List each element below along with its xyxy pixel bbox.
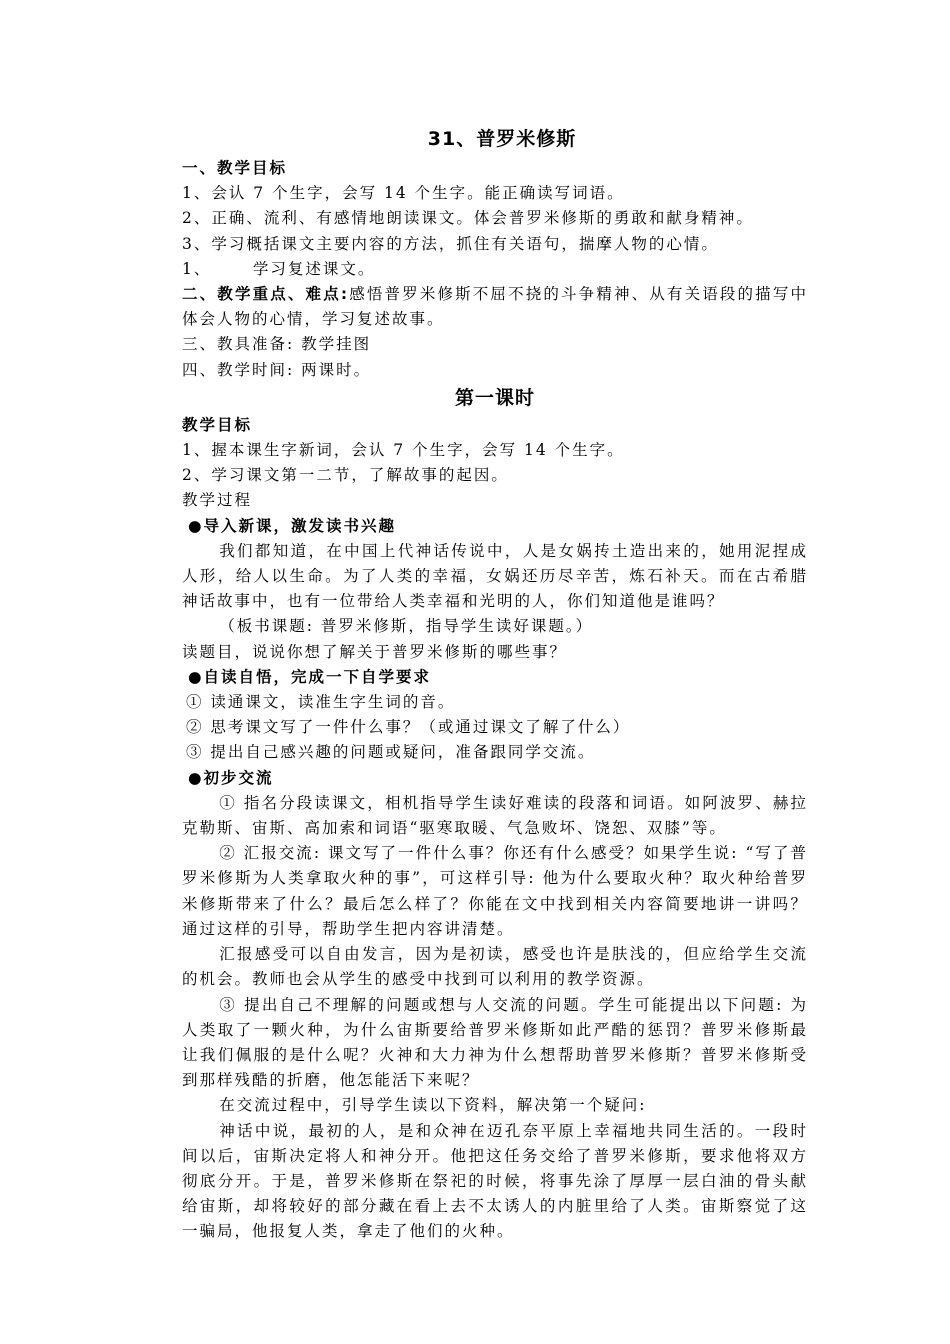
step1-board-note: （板书课题: 普罗米修斯，指导学生读好课题。） <box>219 617 594 636</box>
step3-paragraph: 汇报感受可以自由发言，因为是初读，感受也许是肤浅的，但应给学生交流的机会。教师也会从学生的感受中找到可以利用的教学资源。 <box>182 945 808 989</box>
step3-paragraph: 神话中说，最初的人，是和众神在迈孔奈平原上幸福地共同生活的。一段时间以后，宙斯决定将人和神分开。他把这任务交给了普罗米修斯，要求他将双方彻底分开。于是，普罗米修斯在祭祀的时候，将事先涂了厚厚一层白油的骨头献给宙斯，却将较好的部分藏在看上去不太诱人的内脏里给了人类。宙斯察觉了这一骗局，他报复人类，拿走了他们的火种。 <box>182 1121 808 1241</box>
goals-heading: 一、教学目标 <box>182 159 288 177</box>
step3-paragraph: ① 指名分段读课文，相机指导学生读好难读的段落和词语。如阿波罗、赫拉克勒斯、宙斯、高加索和词语“驱寒取暖、气急败坏、饶恕、双膝”等。 <box>182 793 808 838</box>
key-points-paragraph <box>182 282 808 332</box>
step2-item: ② 思考课文写了一件什么事？（或通过课文了解了什么） <box>186 718 631 737</box>
lesson1-title: 第一课时 <box>454 386 535 409</box>
goal-item: 1、会认 7 个生字，会写 14 个生字。能正确读写词语。 <box>182 184 625 203</box>
document-title: 31、普罗米修斯 <box>427 128 577 150</box>
step3-paragraph: ③ 提出自己不理解的问题或想与人交流的问题。学生可能提出以下问题: 为人类取了一颗火种，为什么宙斯要给普罗米修斯如此严酷的惩罚？普罗米修斯最让我们佩服的是什么呢？火神和大力神为什么想帮助普罗米修斯？普罗米修斯受到那样残酷的折磨，他怎能活下来呢？ <box>182 995 808 1090</box>
key-points-heading: 二、教学重点、难点: <box>182 285 350 304</box>
process-label: 教学过程 <box>182 491 253 510</box>
goal-item: 3、学习概括课文主要内容的方法，抓住有关语句，揣摩人物的心情。 <box>182 234 719 253</box>
step2-item: ③ 提出自己感兴趣的问题或疑问，准备跟同学交流。 <box>186 743 596 762</box>
step3-paragraph: 在交流过程中，引导学生读以下资料，解决第一个疑问: <box>219 1096 647 1115</box>
time-line: 四、教学时间: 两课时。 <box>182 360 372 379</box>
lesson1-goal-item: 1、握本课生字新词，会认 7 个生字，会写 14 个生字。 <box>182 441 625 460</box>
step2-heading: ●自读自悟，完成一下自学要求 <box>188 667 432 686</box>
lesson1-goal-item: 2、学习课文第一二节，了解故事的起因。 <box>182 466 509 485</box>
step1-paragraph: 我们都知道，在中国上代神话传说中，人是女娲抟土造出来的，她用泥捏成人形，给人以生命。为了人类的幸福，女娲还历尽辛苦，炼石补天。而在古希腊神话故事中，也有一位带给人类幸福和光明的人，你们知道他是谁吗？ <box>182 541 808 611</box>
step3-heading: ●初步交流 <box>188 768 274 787</box>
goal-item: 2、正确、流利、有感情地朗读课文。体会普罗米修斯的勇敢和献身精神。 <box>182 209 754 228</box>
lesson1-goal-heading: 教学目标 <box>182 415 253 434</box>
document-page <box>182 122 808 1245</box>
step3-paragraph: ② 汇报交流: 课文写了一件什么事？你还有什么感受？如果学生说: “写了普罗米修斯为人类拿取火种的事”，可这样引导: 他为什么要取火种？取火种给普罗米修斯带来了什么？最后怎么样了？你能在文中找到相关内容简要地讲一讲吗？通过这样的引导，帮助学生把内容讲清楚。 <box>182 844 808 938</box>
step2-item: ① 读通课文，读准生字生词的音。 <box>186 693 456 712</box>
goal-item: 1、 学习复述课文。 <box>182 259 376 278</box>
step1-heading: ●导入新课，激发读书兴趣 <box>188 516 397 535</box>
key-points-text: 感悟普罗米修斯不屈不挠的斗争精神、从有关语段的描写中体会人物的心情，学习复述故事。 <box>182 285 808 329</box>
prep-line: 三、教具准备: 教学挂图 <box>182 335 372 354</box>
step1-read: 读题目，说说你想了解关于普罗米修斯的哪些事？ <box>182 642 568 661</box>
